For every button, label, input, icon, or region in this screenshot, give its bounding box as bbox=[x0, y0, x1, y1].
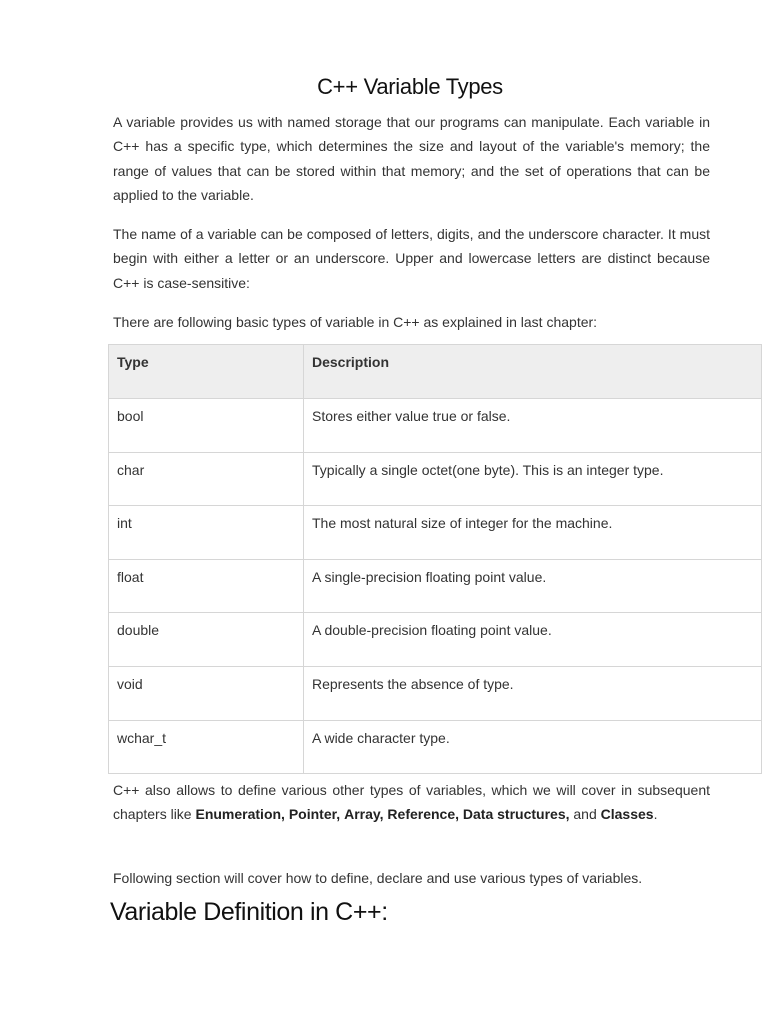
description-cell: A wide character type. bbox=[304, 720, 762, 774]
type-cell: double bbox=[109, 613, 304, 667]
description-cell: Represents the absence of type. bbox=[304, 666, 762, 720]
period-text: . bbox=[653, 806, 658, 823]
description-column-header: Description bbox=[304, 345, 762, 399]
table-row bbox=[109, 506, 762, 560]
pointer-term: Pointer, bbox=[288, 806, 341, 823]
other-types-paragraph bbox=[113, 778, 710, 827]
type-cell: char bbox=[109, 452, 304, 506]
table-row bbox=[109, 613, 762, 667]
basic-types-lead-paragraph: There are following basic types of variable in C++ as explained in last chapter: bbox=[113, 314, 598, 330]
table-header-row bbox=[109, 345, 762, 399]
description-cell: The most natural size of integer for the machine. bbox=[304, 506, 762, 560]
description-cell: Stores either value true or false. bbox=[304, 399, 762, 453]
classes-term: Classes bbox=[600, 806, 654, 823]
table-row bbox=[109, 399, 762, 453]
variable-types-table bbox=[108, 344, 762, 774]
description-cell: Typically a single octet(one byte). This is an integer type. bbox=[304, 452, 762, 506]
reference-term: Reference, bbox=[387, 806, 460, 823]
naming-paragraph: The name of a variable can be composed of letters, digits, and the underscore character. It must begin with either a letter or an underscore. Upper and lowercase letters are distinct because C++ is case-sensitive: bbox=[113, 226, 710, 291]
table-row bbox=[109, 452, 762, 506]
page-title: C++ Variable Types bbox=[317, 74, 503, 99]
data-structures-term: Data structures, bbox=[462, 806, 570, 823]
enumeration-term: Enumeration, bbox=[195, 806, 285, 823]
type-cell: float bbox=[109, 559, 304, 613]
description-cell: A double-precision floating point value. bbox=[304, 613, 762, 667]
table-row bbox=[109, 559, 762, 613]
description-cell: A single-precision floating point value. bbox=[304, 559, 762, 613]
array-term: Array, bbox=[344, 806, 384, 823]
type-cell: bool bbox=[109, 399, 304, 453]
table-row bbox=[109, 666, 762, 720]
and-text: and bbox=[569, 806, 601, 823]
other-types-text: C++ also allows to define various other types of variables, which we will cover in subsequent chapters like bbox=[113, 782, 710, 823]
intro-paragraph: A variable provides us with named storage that our programs can manipulate. Each variable in C++ has a specific type, which determines the size and layout of the variable's memory; the range of values that can be stored within that memory; and the set of operations that can be applied to the variable. bbox=[113, 114, 710, 203]
section-heading: Variable Definition in C++: bbox=[110, 898, 388, 926]
type-cell: void bbox=[109, 666, 304, 720]
type-cell: wchar_t bbox=[109, 720, 304, 774]
type-cell: int bbox=[109, 506, 304, 560]
type-column-header: Type bbox=[109, 345, 304, 399]
table-row bbox=[109, 720, 762, 774]
following-paragraph: Following section will cover how to define, declare and use various types of variables. bbox=[113, 870, 643, 886]
